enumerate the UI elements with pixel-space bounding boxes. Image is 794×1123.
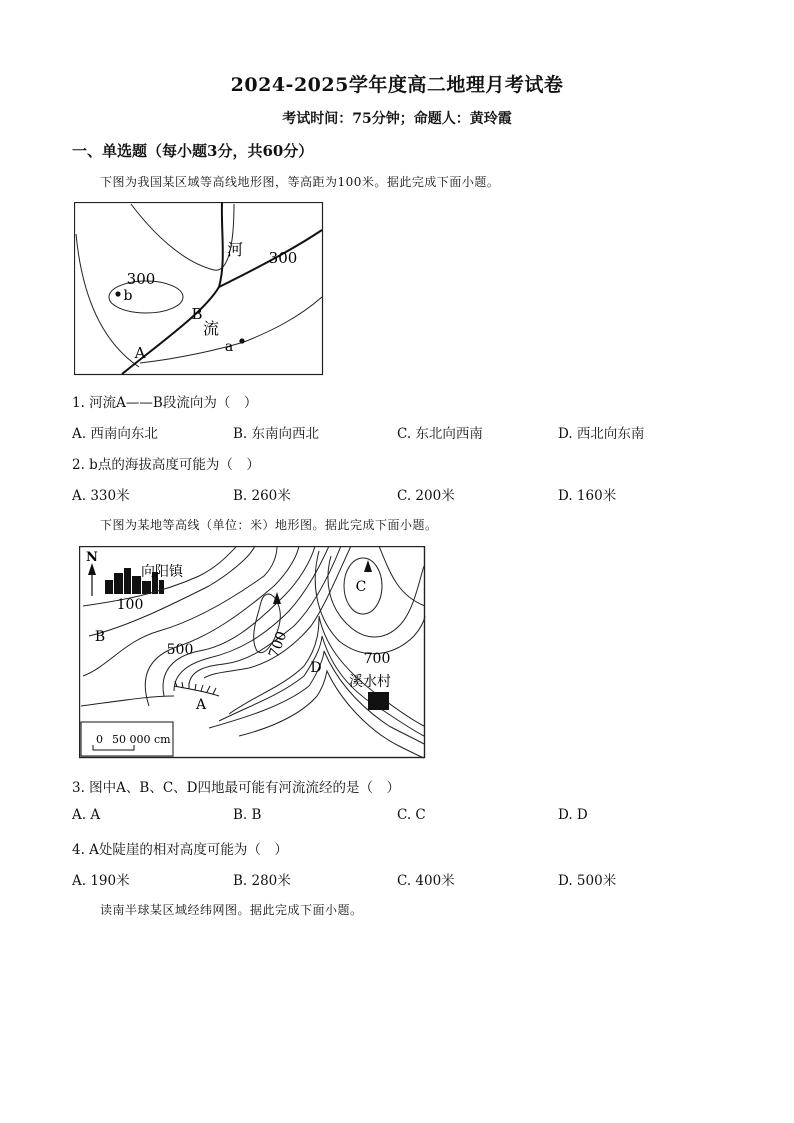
section-heading: 一、单选题（每小题3分，共60分）	[72, 142, 314, 160]
village-marker-icon	[368, 692, 389, 710]
exam-title: 2024-2025学年度高二地理月考试卷	[230, 74, 564, 96]
point-a-dot	[239, 338, 244, 343]
question-4: 4. A处陡崖的相对高度可能为（ ）	[72, 842, 288, 858]
point-label-b: b	[123, 288, 133, 304]
q1-option-b[interactable]: B. 东南向西北	[233, 426, 320, 442]
q1-option-a[interactable]: A. 西南向东北	[72, 426, 158, 442]
point-label-a: a	[224, 339, 234, 355]
question-1: 1. 河流A——B段流向为（ ）	[72, 395, 258, 411]
q3-option-a[interactable]: A. A	[72, 807, 101, 823]
q4-option-a[interactable]: A. 190米	[72, 873, 130, 889]
point-b-dot	[115, 291, 120, 296]
scale-value: 50 000 cm	[112, 733, 171, 746]
village-label: 溪水村	[349, 674, 391, 690]
q3-option-b[interactable]: B. B	[233, 807, 262, 823]
q2-option-d[interactable]: D. 160米	[558, 488, 617, 504]
river-char-he: 河	[226, 240, 244, 259]
question-3: 3. 图中A、B、C、D四地最可能有河流流经的是（ ）	[72, 780, 400, 796]
contour-label-300-right: 300	[268, 249, 298, 267]
q3-option-c[interactable]: C. C	[397, 807, 426, 823]
q1-option-c[interactable]: C. 东北向西南	[397, 426, 483, 442]
north-label: N	[86, 550, 98, 565]
contour-label-300-left: 300	[126, 270, 156, 288]
point-label-A: A	[195, 697, 207, 713]
contour-label-700-ridge: 700	[266, 629, 291, 660]
intro-map3: 读南半球某区域经纬网图。据此完成下面小题。	[100, 903, 363, 917]
contour-map-2	[79, 546, 426, 759]
q2-option-b[interactable]: B. 260米	[233, 488, 291, 504]
q3-option-d[interactable]: D. D	[558, 807, 588, 823]
point-label-C: C	[355, 579, 367, 595]
point-label-B: B	[94, 629, 106, 645]
exam-subtitle: 考试时间：75分钟；命题人：黄玲霞	[282, 111, 512, 127]
q2-option-a[interactable]: A. 330米	[72, 488, 130, 504]
q1-option-d[interactable]: D. 西北向东南	[558, 426, 645, 442]
contour-map-1	[74, 202, 324, 376]
point-label-D: D	[310, 660, 322, 676]
point-label-A: A	[134, 344, 146, 362]
point-label-B: B	[191, 305, 203, 323]
q4-option-b[interactable]: B. 280米	[233, 873, 291, 889]
q2-option-c[interactable]: C. 200米	[397, 488, 455, 504]
river-char-liu: 流	[202, 319, 220, 338]
intro-map2: 下图为某地等高线（单位：米）地形图。据此完成下面小题。	[100, 518, 438, 532]
contour-label-500: 500	[166, 642, 194, 658]
question-2: 2. b点的海拔高度可能为（ ）	[72, 457, 260, 473]
scale-zero: 0	[96, 733, 103, 746]
intro-map1: 下图为我国某区域等高线地形图，等高距为100米。据此完成下面小题。	[100, 175, 500, 189]
contour-label-700-right: 700	[363, 651, 391, 667]
q4-option-c[interactable]: C. 400米	[397, 873, 455, 889]
contour-label-100: 100	[116, 597, 144, 613]
town-label: 向阳镇	[141, 564, 183, 580]
q4-option-d[interactable]: D. 500米	[558, 873, 617, 889]
